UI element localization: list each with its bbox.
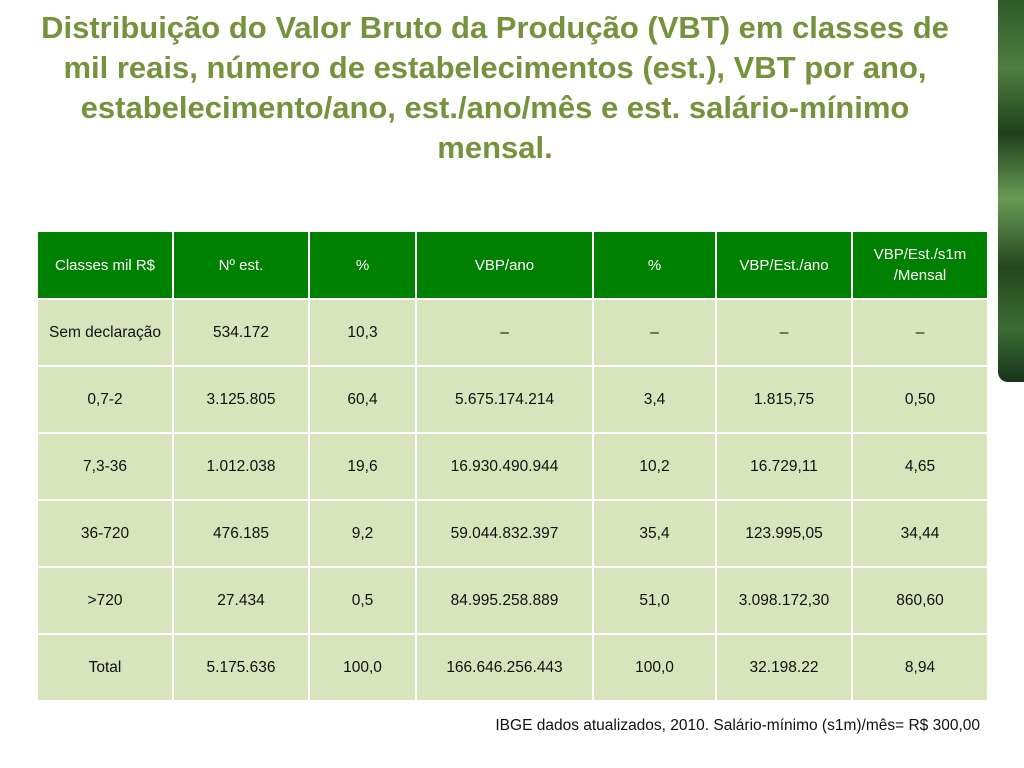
table-row (37, 366, 988, 433)
header-percent-vbp: % (593, 231, 716, 299)
table-cell: – (852, 299, 988, 366)
table-cell: 36-720 (37, 500, 173, 567)
header-num-est: Nº est. (173, 231, 309, 299)
table-cell: Total (37, 634, 173, 701)
decorative-side-strip (998, 0, 1024, 382)
table-cell: >720 (37, 567, 173, 634)
table-cell: – (716, 299, 852, 366)
table-cell: 1.815,75 (716, 366, 852, 433)
table-cell: 166.646.256.443 (416, 634, 593, 701)
table-cell: 3.098.172,30 (716, 567, 852, 634)
table-row (37, 567, 988, 634)
table-cell: 19,6 (309, 433, 416, 500)
table-cell: 5.675.174.214 (416, 366, 593, 433)
table-cell: 60,4 (309, 366, 416, 433)
table-cell: – (416, 299, 593, 366)
header-percent-est: % (309, 231, 416, 299)
table-cell: 0,50 (852, 366, 988, 433)
header-vbp-ano: VBP/ano (416, 231, 593, 299)
table-cell: 5.175.636 (173, 634, 309, 701)
table-cell: – (593, 299, 716, 366)
source-note: IBGE dados atualizados, 2010. Salário-mínimo (s1m)/mês= R$ 300,00 (495, 717, 980, 734)
slide-title: Distribuição do Valor Bruto da Produção (VBT) em classes de mil reais, número de estabelecimentos (est.), VBT por ano, estabelecimento/ano, est./ano/mês e est. salário-mínimo mensal. (41, 10, 949, 165)
table-cell: 7,3-36 (37, 433, 173, 500)
table-cell: 3,4 (593, 366, 716, 433)
table-cell: 100,0 (593, 634, 716, 701)
table-cell: 0,5 (309, 567, 416, 634)
table-cell: 16.930.490.944 (416, 433, 593, 500)
table-cell: 476.185 (173, 500, 309, 567)
table-cell: 0,7-2 (37, 366, 173, 433)
table-cell: 100,0 (309, 634, 416, 701)
table-cell: 16.729,11 (716, 433, 852, 500)
table-cell: Sem declaração (37, 299, 173, 366)
table-cell: 860,60 (852, 567, 988, 634)
table-cell: 84.995.258.889 (416, 567, 593, 634)
table-row (37, 433, 988, 500)
header-vbp-est-s1m: VBP/Est./s1m /Mensal (852, 231, 988, 299)
data-table (36, 230, 989, 702)
table-cell: 10,2 (593, 433, 716, 500)
table-cell: 123.995,05 (716, 500, 852, 567)
header-classes: Classes mil R$ (37, 231, 173, 299)
table-row (37, 299, 988, 366)
table-cell: 32.198.22 (716, 634, 852, 701)
table-cell: 34,44 (852, 500, 988, 567)
table-cell: 10,3 (309, 299, 416, 366)
table-header-row (37, 231, 988, 299)
table-cell: 534.172 (173, 299, 309, 366)
table-cell: 9,2 (309, 500, 416, 567)
table-cell: 3.125.805 (173, 366, 309, 433)
table-cell: 4,65 (852, 433, 988, 500)
table-row-total (37, 634, 988, 701)
table-cell: 51,0 (593, 567, 716, 634)
table-cell: 27.434 (173, 567, 309, 634)
table-cell: 59.044.832.397 (416, 500, 593, 567)
table-row (37, 500, 988, 567)
header-vbp-est-ano: VBP/Est./ano (716, 231, 852, 299)
table-cell: 1.012.038 (173, 433, 309, 500)
table-cell: 35,4 (593, 500, 716, 567)
table-cell: 8,94 (852, 634, 988, 701)
